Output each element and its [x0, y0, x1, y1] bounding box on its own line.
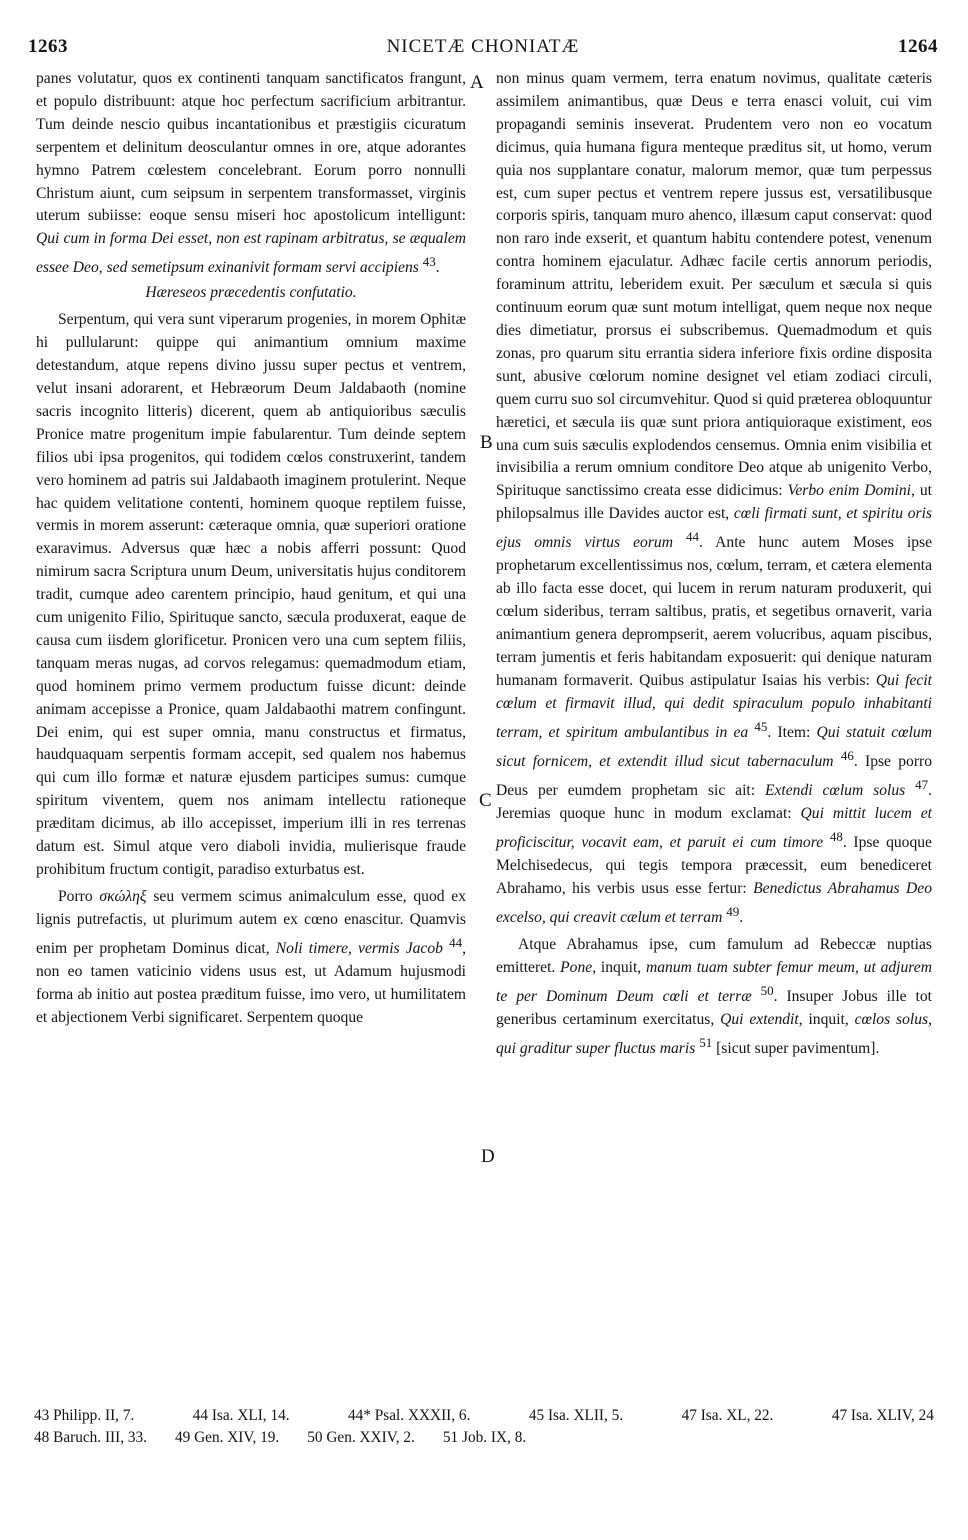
- footnote: 51 Job. IX, 8.: [442, 1429, 527, 1446]
- section-marker-a: A: [470, 72, 484, 93]
- footnote-ref: 50: [760, 982, 774, 998]
- footnote: 44* Psal. XXXII, 6.: [348, 1407, 471, 1424]
- footnotes: [34, 1405, 934, 1449]
- running-title: NICETÆ CHONIATÆ: [386, 36, 580, 57]
- left-column: [36, 68, 466, 1030]
- right-page-number: 1264: [898, 36, 938, 57]
- section-marker-b: B: [480, 432, 493, 453]
- footnote: 44 Isa. XLI, 14.: [192, 1407, 290, 1424]
- footnote: 48 Baruch. III, 33.: [34, 1429, 147, 1446]
- footnote-ref: 46: [840, 747, 854, 763]
- footnote-ref: 51: [699, 1034, 713, 1050]
- footnote-line: [34, 1405, 934, 1427]
- paragraph: non minus quam vermem, terra enatum novimus, qualitate cæteris assimilem animantibus, quæ Deus e terra enasci voluit, cui vim propagandi seminis inseverat. Prudentem vero non eo vocatum dicimus, quia humana figura menteque præditus sit, ut homo, verum quia nos supplantare conatur, malorum memor, quæ tum perpessus est, cum super pectus et ventrem repere jussus est, versatilibusque corporis spiris, tanquam muro ahenco, illæsum caput conservat: quod non raro inde exserit, et quantum habitu contendere potest, venenum contra hominem ejaculatur. Adhæc facile certis annorum periodis, foraminum attritu, leberidem exuit. Per sæculum et sæcula si quis continuum eorum quæ sunt motum intelligat, quem neque nox neque dies dimetiatur, prorsus ei subscribemus. Quemadmodum et quis zonas, pro quarum situ errantia sidera inferiore fixis ordine disposita sunt, abusive cœlorum nomine designet vel etiam zodiaci circuli, quem curru suo sol circumvehitur. Quod si quid præterea obloquuntur hæretici, et sæcula iis quæ sunt priora antiquioraque existiment, eos una cum suis sæculis explodendos censemus. Omnia enim visibilia et invisibilia a rerum omnium conditore Deo atque ab unigenito Verbo, Spirituque sanctissimo creata esse didicimus: Verbo enim Domini, ut philopsalmus ille Davides auctor est, cœli firmati sunt, et spiritu oris ejus omnis virtus eorum $^{44}$. Ante hunc autem Moses ipse prophetarum excellentissimus nos, cœlum, terram, et cætera elementa ab illo facta esse docet, qui lucem in rerum naturam produxerit, qui cœlum sideribus, terram saltibus, pratis, et segetibus ornaverit, varia animantium genera deprompserit, aerem volucribus, aquam piscibus, terram jumentis et feris habitandam exposuerit: qui denique naturam humanam formaverit. Quibus astipulatur Isaias his verbis: Qui fecit cœlum et firmavit illud, qui dedit spiraculum populo inhabitanti terram, et spiritum ambulantibus in ea $^{45}$. Item: Qui statuit cœlum sicut fornicem, et extendit illud sicut tabernaculum $^{46}$. Ipse porro Deus per eumdem prophetam sic ait: Extendi cœlum solus $^{47}$. Jeremias quoque hunc in modum exclamat: Qui mittit lucem et proficiscitur, vocavit eam, et paruit ei cum timore $^{48}$. Ipse quoque Melchisedecus, qui tegis tempora præcessit, eum benediceret Abrahamo, his verbis usus esse fertur: Benedictus Abrahamus Deo excelso, qui creavit cælum et terram $^{49}$.: [496, 70, 933, 926]
- section-marker-c: C: [479, 790, 492, 811]
- footnote: 47 Isa. XLIV, 24: [831, 1407, 934, 1424]
- footnote-ref: 48: [829, 828, 843, 844]
- paragraph: panes volutatur, quos ex continenti tanquam sanctificatos frangunt, et populo distribuunt: atque hoc perfectum sacrificium arbitrantur. Tum deinde nescio quibus incantationibus et præstigiis cicuratum serpentem et delinitum deosculantur omnes in ore, atque adorantes hymno Patrem cœlestem concelebrant. Eorum porro nonnulli Christum aiunt, cum seipsum in serpentem transformasset, virginis uterum subiisse: eoque sensu miseri hoc apostolicum intelligunt: Qui cum in forma Dei esset, non est rapinam arbitratus, se æqualem essee Deo, sed semetipsum exinanivit formam servi accipiens $^{43}$.: [36, 70, 466, 277]
- footnote-ref: 44: [449, 934, 463, 950]
- section-marker-d: D: [481, 1146, 495, 1167]
- section-heading: Hæreseos præcedentis confutatio.: [145, 284, 357, 302]
- left-page-number: 1263: [28, 36, 68, 57]
- footnote-ref: 49: [726, 903, 740, 919]
- paragraph: Porro σκώληξ seu vermem scimus animalculum esse, quod ex lignis putrefactis, ut plurimum autem ex cœno enascitur. Quamvis enim per prophetam Dominus dicat, Noli timere, vermis Jacob $^{44}$, non eo tamen vaticinio videns usus est, ut Adamum hujusmodi forma ab initio aut postea præditum fuisse, imo vero, ut humilitatem et abjectionem Verbi significaret. Serpentem quoque: [36, 887, 466, 1026]
- running-header: [28, 36, 938, 66]
- footnote: 45 Isa. XLII, 5.: [528, 1407, 624, 1424]
- footnote-ref: 45: [754, 718, 768, 734]
- footnote-ref: 47: [915, 776, 929, 792]
- footnote: 43 Philipp. II, 7.: [34, 1407, 135, 1424]
- footnote-line: [34, 1427, 934, 1449]
- paragraph: Atque Abrahamus ipse, cum famulum ad Rebeccæ nuptias emitteret. Pone, inquit, manum tuam subter femur meum, ut adjurem te per Dominum Deum cœli et terræ $^{50}$. Insuper Jobus ille tot generibus certaminum exercitatus, Qui extendit, inquit, cœlos solus, qui graditur super fluctus maris $^{51}$ [sicut super pavimentum].: [496, 935, 932, 1057]
- footnote: 50 Gen. XXIV, 2.: [307, 1429, 415, 1446]
- footnote: 47 Isa. XL, 22.: [681, 1407, 774, 1424]
- footnote-ref: 44: [686, 529, 700, 545]
- right-column: [496, 68, 932, 1061]
- paragraph: Serpentum, qui vera sunt viperarum progenies, in morem Ophitæ hi pullularunt: quippe qui animantium omnium maxime detestandum, atque repens divino jussu super pectus et ventrem, velut insani adorarent, et Hebræorum Deum Jaldabaoth (nomine sacris incognito litteris) dicerent, quem ab antiquioribus sæculis Pronice matre progenitum impie fabularentur. Tum deinde septem filios ubi ipsa progenitos, qui todidem cœlos construxerint, tandem vero hominem ad patris sui Jaldabaoth imaginem protulerint. Neque hac quidem velitatione contenti, hominem quoque reptilem fuisse, vermis in morem asserunt: cæteraque omnia, quæ superiori oratione exaravimus. Adversus quæ hæc a nobis afferri possunt: Quod nimirum sacra Scriptura unum Deum, universitatis hujus conditorem tradit, cumque adeo carentem principio, haud genitum, et qui una cum unigenito Filio, Spirituque sancto, sæcula produxerat, eaque de causa cum iisdem glorificetur. Pronicen vero una cum septem filiis, tanquam meras nugas, ad corvos relegamus: quemadmodum etiam, quod hominem primo vermem productum fuisse dicunt: deinde animam accepisse a Pronice, quam Jaldabaothi matrem confingunt. Dei enim, qui est super omnia, manu constructus et firmatus, haudquaquam serpentis formam accepit, sed qualem nos habemus qui cum illo formæ et naturæ ejusdem participes sumus: cumque spiritum viventem, quem nos animam intellectu rationeque præditam dicimus, ab illo accepisset, imperium illi in res terrenas datum est. Simul atque vero diaboli invidia, mulierisque fraude prohibitum fructum contigit, paradiso exturbatus est.: [36, 311, 466, 878]
- footnote-ref: 43: [422, 254, 436, 270]
- footnote: 49 Gen. XIV, 19.: [175, 1429, 280, 1446]
